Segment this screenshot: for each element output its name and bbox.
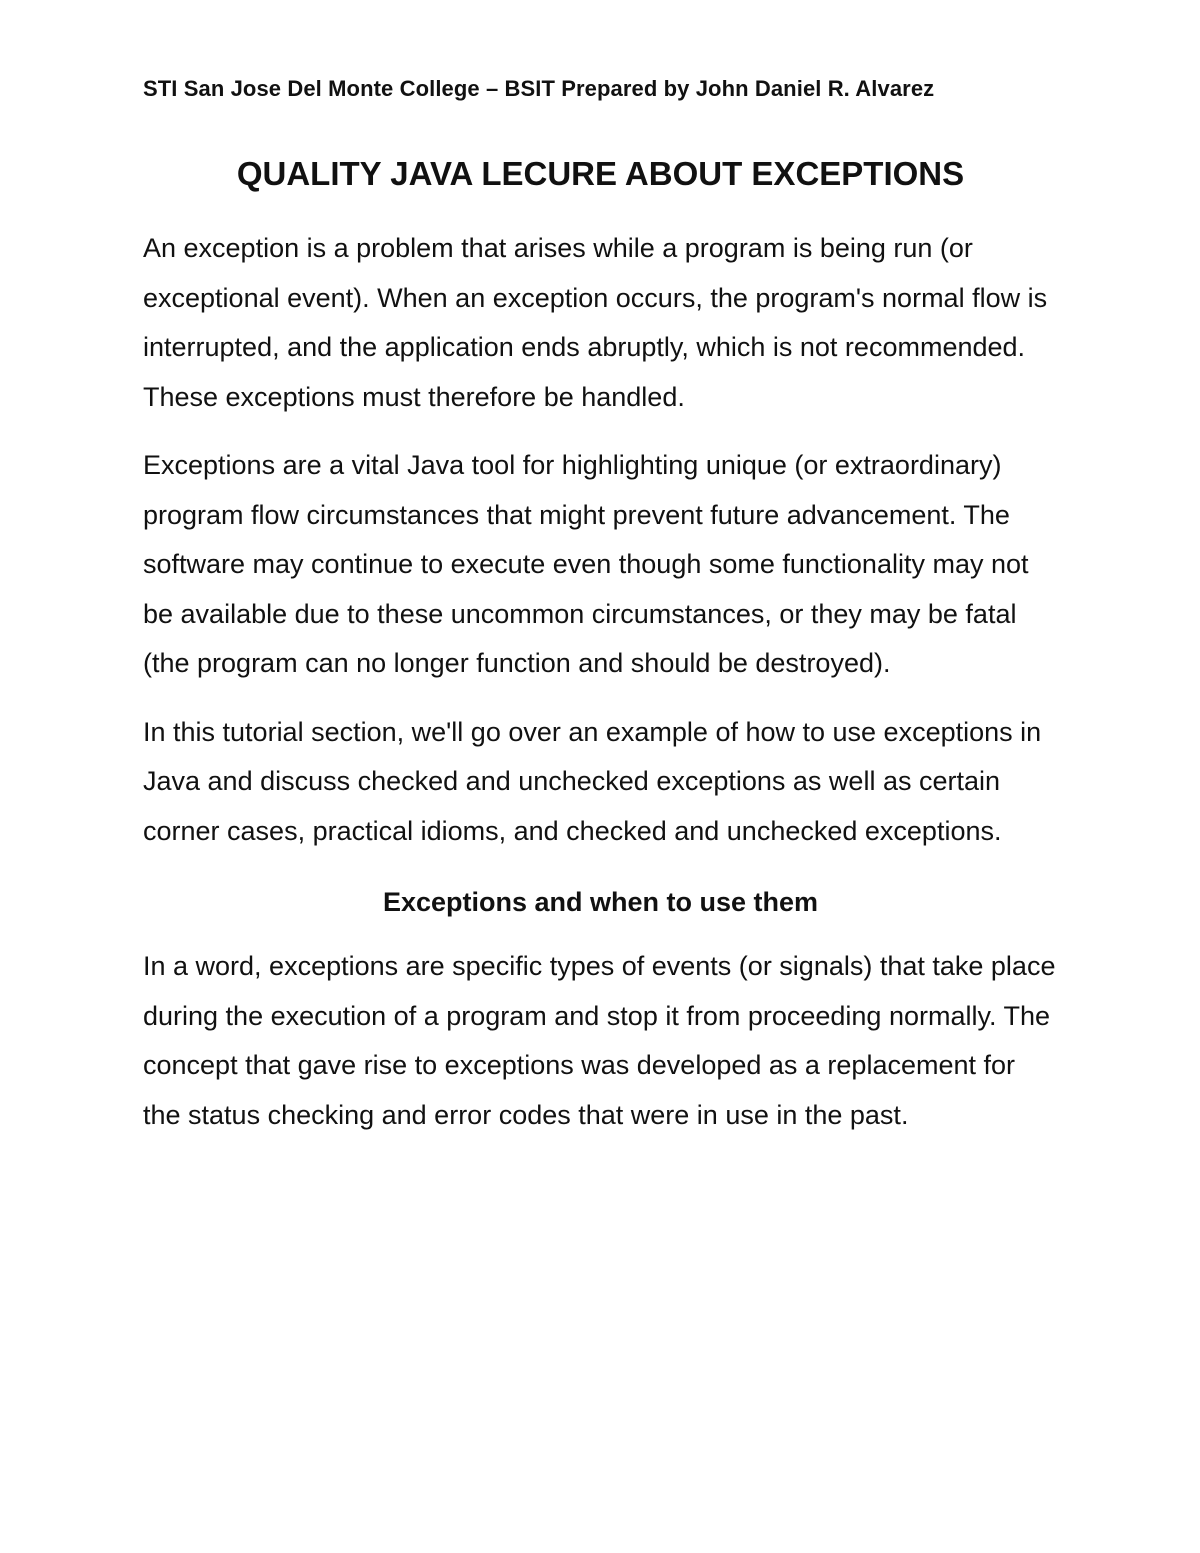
page-header: STI San Jose Del Monte College – BSIT Prepared by John Daniel R. Alvarez	[143, 76, 935, 101]
paragraph-tutorial-overview: In this tutorial section, we'll go over an example of how to use exceptions in Java and discuss checked and unchecked exceptions as well as certain corner cases, practical idioms, and checked and unchecked exceptions.	[143, 716, 1042, 846]
paragraph-importance: Exceptions are a vital Java tool for highlighting unique (or extraordinary) program flow circumstances that might prevent future advancement. The software may continue to execute even though some functionality may not be available due to these uncommon circumstances, or they may be fatal (the program can no longer function and should be destroyed).	[143, 450, 1029, 678]
paragraph-intro: An exception is a problem that arises while a program is being run (or exceptional event). When an exception occurs, the program's normal flow is interrupted, and the application ends abruptly, which is not recommended. These exceptions must therefore be handled.	[143, 233, 1048, 412]
document-content	[143, 72, 1058, 1140]
section-heading: Exceptions and when to use them	[382, 887, 819, 917]
document-title: QUALITY JAVA LECURE ABOUT EXCEPTIONS	[236, 155, 965, 192]
section-paragraph: In a word, exceptions are specific types of events (or signals) that take place during the execution of a program and stop it from proceeding normally. The concept that gave rise to exceptions was developed as a replacement for the status checking and error codes that were in use in the past.	[143, 951, 1056, 1130]
